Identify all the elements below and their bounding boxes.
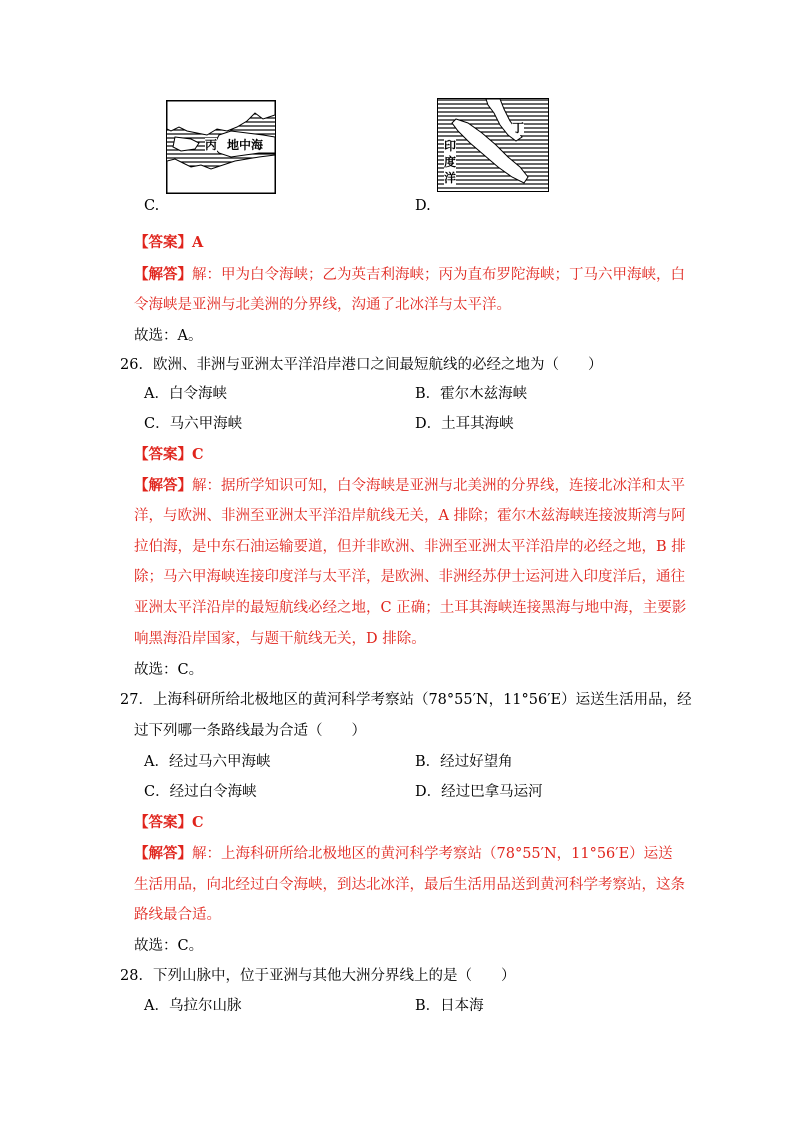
option-c-label: C.	[144, 198, 160, 214]
q26-analysis-line-2: 洋，与欧洲、非洲至亚洲太平洋沿岸航线无关，A 排除；霍尔木兹海峡连接波斯湾与阿	[134, 508, 686, 524]
q27-answer	[134, 813, 204, 833]
map-figure-d	[437, 98, 549, 192]
analysis-tag: 【解答】	[134, 845, 192, 862]
q26-analysis-line-1: 【解答】解：据所学知识可知，白令海峡是亚洲与北美洲的分界线，连接北冰洋和太平	[134, 477, 685, 494]
q27-option-c: C．经过白令海峡	[144, 784, 257, 800]
q26-option-a: A．白令海峡	[144, 386, 227, 402]
q26-conclusion: 故选：C。	[134, 662, 204, 678]
analysis-tag: 【解答】	[134, 477, 192, 494]
answer-tag: 【答案】	[134, 814, 192, 831]
answer-value: A	[192, 234, 204, 251]
q27-option-a: A．经过马六甲海峡	[144, 754, 271, 770]
q27-analysis-line-1: 【解答】解：上海科研所给北极地区的黄河科学考察站（78°55′N，11°56′E）运送	[134, 845, 673, 862]
q26-analysis-line-3: 拉伯海，是中东石油运输要道，但并非欧洲、非洲至亚洲太平洋沿岸的必经之地，B 排	[134, 539, 686, 555]
q25-analysis-line-2: 令海峡是亚洲与北美洲的分界线，沟通了北冰洋与太平洋。	[134, 297, 511, 313]
map-figure-c	[166, 100, 276, 194]
q26-option-b: B．霍尔木兹海峡	[415, 386, 528, 402]
map-label-ding: 丁	[512, 121, 525, 135]
q27-analysis-line-3: 路线最合适。	[134, 907, 221, 923]
answer-value: C	[192, 814, 204, 831]
q26-analysis-line-4: 除；马六甲海峡连接印度洋与太平洋，是欧洲、非洲经苏伊士运河进入印度洋后，通往	[134, 569, 685, 585]
q26-option-c: C．马六甲海峡	[144, 416, 243, 432]
map-label-indian-ocean-3: 洋	[444, 171, 457, 185]
answer-tag: 【答案】	[134, 446, 192, 463]
q26-answer	[134, 445, 204, 465]
q27-analysis-line-2: 生活用品，向北经过白令海峡，到达北冰洋，最后生活用品送到黄河科学考察站，这条	[134, 877, 685, 893]
q27-stem-line-1: 27．上海科研所给北极地区的黄河科学考察站（78°55′N，11°56′E）运送生活用品，经	[120, 692, 692, 708]
q25-answer	[134, 233, 203, 253]
analysis-tag: 【解答】	[134, 266, 192, 283]
answer-tag: 【答案】	[134, 234, 192, 251]
q28-stem: 28．下列山脉中，位于亚洲与其他大洲分界线上的是（ ）	[120, 968, 516, 984]
q26-stem: 26．欧洲、非洲与亚洲太平洋沿岸港口之间最短航线的必经之地为（ ）	[120, 357, 603, 373]
q26-analysis-line-5: 亚洲太平洋沿岸的最短航线必经之地，C 正确；土耳其海峡连接黑海与地中海，主要影	[134, 600, 687, 616]
q28-option-a: A．乌拉尔山脉	[144, 998, 242, 1014]
map-label-bing: 丙	[205, 138, 218, 152]
q27-stem-line-2: 过下列哪一条路线最为合适（ ）	[134, 723, 366, 739]
map-label-indian-ocean-2: 度	[444, 155, 457, 169]
q26-option-d: D．土耳其海峡	[415, 416, 514, 432]
q27-option-b: B．经过好望角	[415, 754, 513, 770]
q25-analysis-line-1: 【解答】解：甲为白令海峡；乙为英吉利海峡；丙为直布罗陀海峡；丁马六甲海峡，白	[134, 266, 685, 283]
q27-option-d: D．经过巴拿马运河	[415, 784, 543, 800]
option-d-label: D.	[415, 198, 431, 214]
map-label-mediterranean: 地中海	[227, 138, 264, 152]
map-label-indian-ocean-1: 印	[444, 139, 457, 153]
q27-conclusion: 故选：C。	[134, 938, 204, 954]
answer-value: C	[192, 446, 204, 463]
q25-conclusion: 故选：A。	[134, 328, 203, 344]
q26-analysis-line-6: 响黑海沿岸国家，与题干航线无关，D 排除。	[134, 631, 426, 647]
q28-option-b: B．日本海	[415, 998, 484, 1014]
